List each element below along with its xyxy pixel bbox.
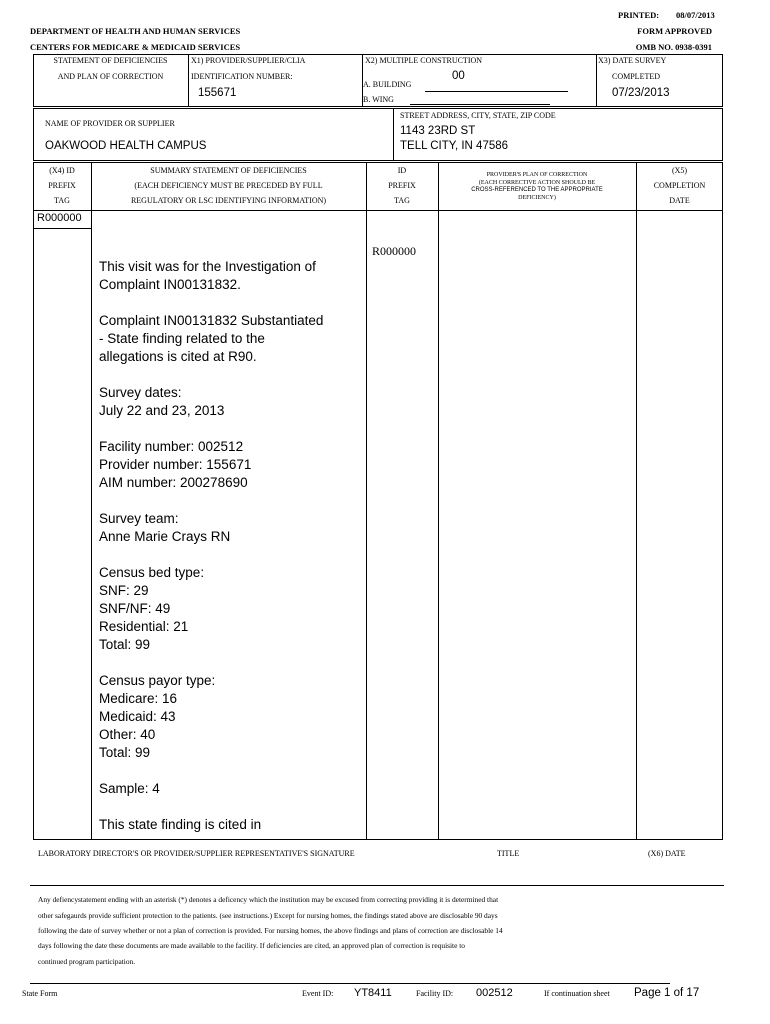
omb-number: OMB NO. 0938-0391 xyxy=(635,42,712,52)
statement-label-1: STATEMENT OF DEFICIENCIES xyxy=(53,56,168,65)
left-tag: R000000 xyxy=(37,212,82,224)
blank-line xyxy=(99,366,429,384)
facility-id-label: Facility ID: xyxy=(416,989,454,998)
form-approved: FORM APPROVED xyxy=(637,26,712,36)
plan-label-1: PROVIDER'S PLAN OF CORRECTION xyxy=(486,172,588,178)
id-label-3: TAG xyxy=(394,196,410,205)
wing-label: B. WING xyxy=(363,95,394,104)
plan-label-2: (EACH CORRECTIVE ACTION SHOULD BE xyxy=(478,180,596,186)
provider-id-label-2: IDENTIFICATION NUMBER: xyxy=(191,72,293,81)
printed-date: 08/07/2013 xyxy=(676,10,715,20)
deficiency-text xyxy=(99,258,429,834)
text-line: Anne Marie Crays RN xyxy=(99,529,231,544)
id-label-1: ID xyxy=(397,166,407,175)
street-value: 1143 23RD ST xyxy=(400,125,476,137)
text-line: Medicaid: 43 xyxy=(99,709,176,724)
disclaimer-line-5: continued program participation. xyxy=(38,957,136,966)
centers-title: CENTERS FOR MEDICARE & MEDICAID SERVICES xyxy=(30,42,241,52)
text-line: Census bed type: xyxy=(99,565,205,580)
printed-label: PRINTED: xyxy=(618,10,660,20)
provider-name-label: NAME OF PROVIDER OR SUPPLIER xyxy=(45,119,175,128)
city-value: TELL CITY, IN 47586 xyxy=(400,140,509,152)
statement-label-2: AND PLAN OF CORRECTION xyxy=(57,72,164,81)
text-line: Total: 99 xyxy=(99,637,151,652)
event-id-label: Event ID: xyxy=(302,989,334,998)
summary-label-2: (EACH DEFICIENCY MUST BE PRECEDED BY FULL xyxy=(134,181,323,190)
text-line: Residential: 21 xyxy=(99,619,189,634)
text-line: SNF: 29 xyxy=(99,583,149,598)
text-line: SNF/NF: 49 xyxy=(99,601,171,616)
survey-label-2: COMPLETED xyxy=(612,72,660,81)
summary-label-3: REGULATORY OR LSC IDENTIFYING INFORMATION) xyxy=(130,196,327,205)
blank-line xyxy=(99,654,429,672)
continuation-label: If continuation sheet xyxy=(544,989,610,998)
blank-line xyxy=(99,798,429,816)
text-line: Medicare: 16 xyxy=(99,691,178,706)
text-line: This visit was for the Investigation of xyxy=(99,259,316,274)
text-line: Provider number: 155671 xyxy=(99,457,252,472)
disclaimer-line-4: days following the date these documents are made available to the facility. If deficiencies are cited, an approved plan of correction is requisite to xyxy=(38,941,465,950)
department-title: DEPARTMENT OF HEALTH AND HUMAN SERVICES xyxy=(30,26,241,36)
blank-line xyxy=(99,546,429,564)
blank-line xyxy=(99,492,429,510)
x5-label-2: COMPLETION xyxy=(653,181,706,190)
building-label: A. BUILDING xyxy=(363,80,412,89)
provider-row xyxy=(33,108,723,161)
text-line: July 22 and 23, 2013 xyxy=(99,403,225,418)
provider-id-label-1: X1) PROVIDER/SUPPLIER/CLIA xyxy=(191,56,306,65)
id-label-2: PREFIX xyxy=(388,181,416,190)
text-line: Survey team: xyxy=(99,511,179,526)
survey-label-1: X3) DATE SURVEY xyxy=(598,56,667,65)
summary-label-1: SUMMARY STATEMENT OF DEFICIENCIES xyxy=(150,166,307,175)
disclaimer-line-1: Any defiencystatement ending with an asterisk (*) denotes a deficency which the institution may be excused from correcting providing it is determined that xyxy=(38,895,499,904)
text-line: Census payor type: xyxy=(99,673,216,688)
text-line: - State finding related to the xyxy=(99,331,265,346)
facility-id-value: 002512 xyxy=(476,987,513,999)
title-label: TITLE xyxy=(497,849,520,858)
blank-line xyxy=(99,762,429,780)
text-line: AIM number: 200278690 xyxy=(99,475,248,490)
text-line: allegations is cited at R90. xyxy=(99,349,257,364)
text-line: Complaint IN00131832. xyxy=(99,277,241,292)
x4-label-1: (X4) ID xyxy=(49,166,75,175)
event-id-value: YT8411 xyxy=(354,987,392,999)
page-number: Page 1 of 17 xyxy=(634,987,700,999)
x4-label-2: PREFIX xyxy=(48,181,76,190)
right-tag: R000000 xyxy=(372,244,417,258)
plan-label-4: DEFICIENCY) xyxy=(518,195,556,201)
text-line: Other: 40 xyxy=(99,727,156,742)
text-line: Survey dates: xyxy=(99,385,182,400)
disclaimer-line-2: other safegaurds provide sufficient protection to the patients. (see instructions.) Except for nursing homes, the findings stated above are disclosable 90 days xyxy=(38,911,498,920)
plan-label-3: CROSS-REFERENCED TO THE APPROPRIATE xyxy=(471,187,603,193)
signature-label: LABORATORY DIRECTOR'S OR PROVIDER/SUPPLIER REPRESENTATIVE'S SIGNATURE xyxy=(38,849,355,858)
blank-line xyxy=(99,294,429,312)
text-line: Facility number: 002512 xyxy=(99,439,244,454)
provider-id-value: 155671 xyxy=(198,87,237,99)
provider-name-value: OAKWOOD HEALTH CAMPUS xyxy=(45,140,207,152)
address-label: STREET ADDRESS, CITY, STATE, ZIP CODE xyxy=(400,111,556,120)
blank-line xyxy=(99,420,429,438)
x4-label-3: TAG xyxy=(54,196,70,205)
text-line: Sample: 4 xyxy=(99,781,160,796)
text-line: Total: 99 xyxy=(99,745,151,760)
x5-label-1: (X5) xyxy=(671,166,688,175)
x5-label-3: DATE xyxy=(669,196,690,205)
survey-date-value: 07/23/2013 xyxy=(612,87,670,99)
construction-label: X2) MULTIPLE CONSTRUCTION xyxy=(365,56,483,65)
text-line: Complaint IN00131832 Substantiated xyxy=(99,313,324,328)
state-form-label: State Form xyxy=(22,989,58,998)
building-value: 00 xyxy=(452,70,465,82)
date-label: (X6) DATE xyxy=(648,849,686,858)
text-line: This state finding is cited in xyxy=(99,817,262,832)
disclaimer-line-3: following the date of survey whether or not a plan of correction is provided. For nursing homes, the above findings and plans of correction are disclosable 14 xyxy=(38,926,503,935)
